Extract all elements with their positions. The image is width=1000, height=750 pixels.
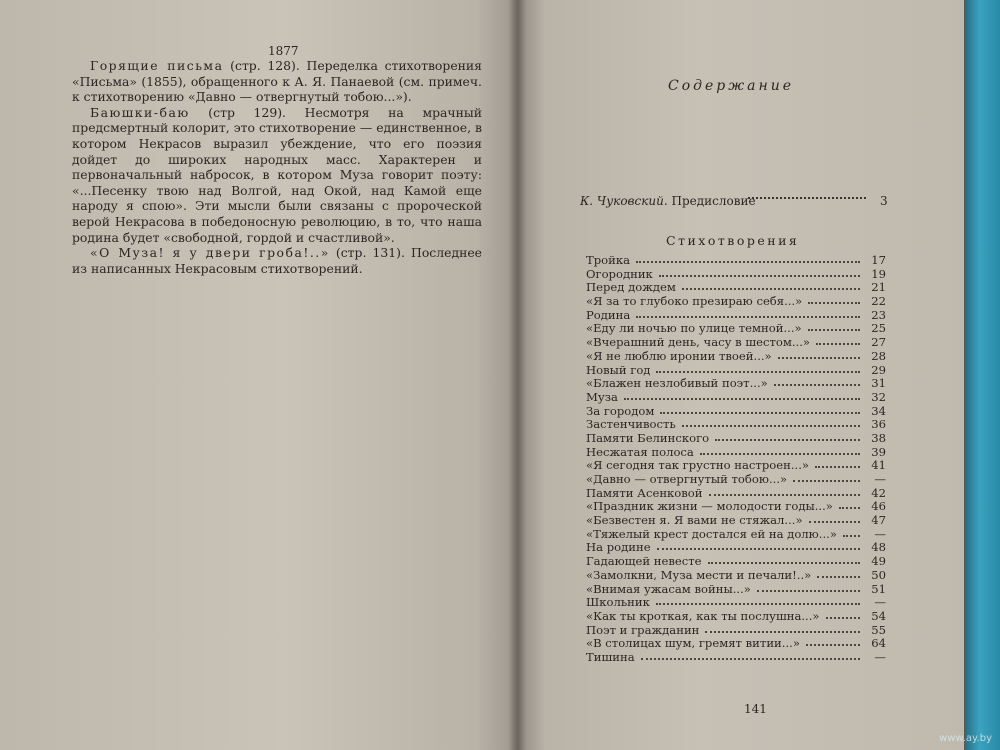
toc-entry-page: 38 — [871, 430, 886, 445]
toc-leader-dots — [808, 300, 860, 304]
toc-entry-page: — — [874, 595, 886, 610]
toc-entry-page: 25 — [871, 321, 886, 336]
toc-entry-title: «Тяжелый крест достался ей на долю...» — [586, 526, 837, 541]
toc-entry-page: 46 — [871, 499, 886, 514]
toc-leader-dots — [778, 355, 860, 359]
right-page-number: 141 — [744, 702, 767, 716]
toc-entry-page: 34 — [871, 403, 886, 418]
paragraph-3-body: (стр. 131). Последнее из написанных Некрасовым стихотворений. — [72, 245, 483, 276]
toc-entry-title: «Я сегодня так грустно настроен...» — [586, 458, 809, 473]
toc-entry — [586, 651, 886, 665]
toc-entry — [586, 596, 886, 610]
toc-entry — [586, 391, 886, 405]
toc-entry-page: 32 — [871, 389, 886, 404]
toc-entry — [586, 569, 886, 583]
toc-entry-page: 21 — [871, 280, 886, 295]
toc-entry-page: 64 — [871, 636, 886, 651]
toc-entry-title: Тройка — [586, 253, 631, 267]
book-cover-edge — [966, 0, 1000, 750]
toc-entry-title: Памяти Асенковой — [586, 485, 703, 500]
paragraph-2-lead: Баюшки-баю — [90, 104, 190, 120]
preface-author: К. Чуковский. — [580, 194, 668, 208]
preface-page: 3 — [880, 194, 888, 208]
toc-entry-page: 55 — [871, 622, 886, 637]
watermark: www.ay.by — [939, 733, 992, 744]
toc-entry-page: 41 — [871, 458, 886, 473]
toc-entry — [586, 281, 886, 295]
paragraph-1-lead: Горящие письма — [90, 58, 224, 73]
toc-leader-dots — [624, 396, 860, 400]
toc-entry — [586, 500, 886, 514]
toc-entry-title: «Праздник жизни — молодости годы...» — [586, 499, 833, 514]
toc-entry-title: Застенчивость — [586, 417, 676, 432]
toc-entry-title: Несжатая полоса — [586, 444, 694, 459]
toc-leader-dots — [793, 478, 860, 482]
toc-entry-page: 42 — [871, 485, 886, 500]
toc-leader-dots — [636, 314, 860, 318]
toc-entry — [586, 473, 886, 487]
toc-entry-title: За городом — [586, 403, 655, 418]
toc-leader-dots — [817, 574, 860, 578]
paragraph-3 — [72, 245, 482, 276]
toc-entry-page: 39 — [871, 444, 886, 459]
toc-entry-title: Родина — [586, 307, 631, 322]
toc-entry-page: 27 — [871, 335, 886, 350]
toc-leader-dots — [708, 560, 860, 564]
toc-entry-title: «Замолкни, Муза мести и печали!..» — [586, 567, 812, 582]
preface-entry — [580, 194, 890, 208]
contents-heading: Содержание — [668, 78, 795, 94]
toc-entry-title: «Внимая ужасам войны...» — [586, 581, 751, 596]
toc-leader-dots — [808, 327, 860, 331]
toc-entry — [586, 459, 886, 473]
toc-list — [586, 254, 886, 665]
toc-entry-page: 47 — [871, 513, 886, 528]
toc-leader-dots — [843, 533, 860, 537]
toc-leader-dots — [641, 656, 860, 660]
toc-leader-dots — [816, 341, 860, 345]
toc-entry-page: 28 — [871, 348, 886, 363]
toc-entry-page: 19 — [871, 266, 886, 281]
toc-entry-title: Поэт и гражданин — [586, 622, 700, 637]
toc-entry-title: «Еду ли ночью по улице темной...» — [586, 321, 802, 336]
preface-title: Предисловие — [671, 194, 756, 208]
toc-entry-page: 17 — [871, 253, 886, 267]
toc-entry-title: Гадающей невесте — [586, 554, 702, 569]
toc-leader-dots — [709, 492, 860, 496]
toc-leader-dots — [839, 505, 860, 509]
paragraph-1-body: (стр. 128). Переделка стихотворения «Письма» (1855), обращенного к А. Я. Панаевой (см. примеч. к стихотворению «Давно — отвергнутый тобою...»). — [72, 58, 482, 105]
toc-entry-title: Муза — [586, 389, 618, 404]
toc-entry-page: 48 — [871, 540, 886, 555]
toc-entry-title: Школьник — [586, 595, 650, 610]
toc-entry — [586, 377, 886, 391]
toc-leader-dots — [715, 437, 860, 441]
toc-entry-page: 49 — [871, 554, 886, 569]
book-gutter — [508, 0, 526, 750]
left-page-text — [72, 44, 483, 276]
toc-leader-dots — [705, 629, 860, 633]
toc-entry — [586, 418, 886, 432]
toc-entry-page: 54 — [871, 608, 886, 623]
toc-entry — [586, 336, 886, 350]
toc-entry-title: Новый год — [586, 362, 651, 377]
paragraph-3-lead: «О Муза! я у двери гроба!..» — [90, 245, 330, 261]
toc-entry — [586, 254, 886, 268]
toc-leader-dots — [815, 464, 860, 468]
toc-leader-dots — [659, 273, 860, 277]
toc-entry — [586, 610, 886, 624]
toc-entry-title: «Давно — отвергнутый тобою...» — [586, 472, 788, 486]
toc-entry-page: 23 — [871, 307, 886, 322]
toc-entry-title: «Блажен незлобивый поэт...» — [586, 376, 768, 391]
toc-leader-dots — [682, 423, 860, 427]
toc-entry — [586, 350, 886, 364]
toc-leader-dots — [826, 615, 860, 619]
toc-entry — [586, 555, 886, 569]
paragraph-2 — [72, 105, 482, 245]
toc-leader-dots — [774, 382, 860, 386]
toc-entry — [586, 295, 886, 309]
toc-entry-title: Тишина — [586, 649, 635, 664]
preface-leader-dots — [748, 197, 866, 199]
toc-entry-page: 22 — [871, 294, 886, 309]
toc-entry-title: «Безвестен я. Я вами не стяжал...» — [586, 513, 803, 528]
toc-entry-page: 51 — [871, 581, 886, 596]
toc-entry-title: «В столицах шум, гремят витии...» — [586, 636, 800, 651]
toc-entry — [586, 514, 886, 528]
toc-entry-title: «Как ты кроткая, как ты послушна...» — [586, 608, 820, 623]
toc-entry-page: — — [874, 472, 886, 486]
toc-entry-page: 31 — [871, 376, 886, 391]
toc-leader-dots — [656, 601, 860, 605]
toc-entry-page: 36 — [871, 417, 886, 432]
toc-leader-dots — [636, 259, 860, 263]
toc-entry-title: «Вчерашний день, часу в шестом...» — [586, 335, 811, 350]
toc-entry-title: Перед дождем — [586, 280, 676, 295]
toc-entry-page: — — [874, 649, 886, 664]
toc-leader-dots — [656, 369, 860, 373]
toc-entry-title: На родине — [586, 540, 651, 555]
toc-leader-dots — [657, 546, 860, 550]
toc-leader-dots — [682, 286, 860, 290]
toc-leader-dots — [806, 642, 860, 646]
toc-entry — [586, 637, 886, 651]
toc-leader-dots — [757, 588, 860, 592]
toc-leader-dots — [700, 451, 860, 455]
paragraph-1 — [72, 58, 482, 105]
toc-leader-dots — [809, 519, 860, 523]
left-page-number: 1877 — [268, 44, 299, 58]
toc-entry-page: — — [874, 526, 886, 541]
poems-section-heading: Стихотворения — [666, 233, 800, 248]
toc-entry-title: «Я за то глубоко презираю себя...» — [586, 294, 803, 309]
toc-entry-title: Памяти Белинского — [586, 430, 710, 445]
toc-entry — [586, 432, 886, 446]
toc-entry-page: 50 — [871, 567, 886, 582]
paragraph-2-body: (стр 129). Несмотря на мрачный предсмертный колорит, это стихотворение — единственное, в котором Некрасов выразил убеждение, что его поэзия дойдет до широких народных масс. Характерен и первоначальный набросок, в котором Муза говорит поэту: «...Песенку твою над Волгой, над Окой, над Камой еще народу я спою». Эти мысли были связаны с пророческой верой Некрасова в победоносную революцию, в то, что наша родина будет «свободной, гордой и счастливой». — [72, 104, 482, 245]
toc-leader-dots — [660, 410, 860, 414]
toc-entry-title: Огородник — [586, 266, 653, 281]
toc-entry-page: 29 — [871, 362, 886, 377]
toc-entry-title: «Я не люблю иронии твоей...» — [586, 348, 772, 363]
